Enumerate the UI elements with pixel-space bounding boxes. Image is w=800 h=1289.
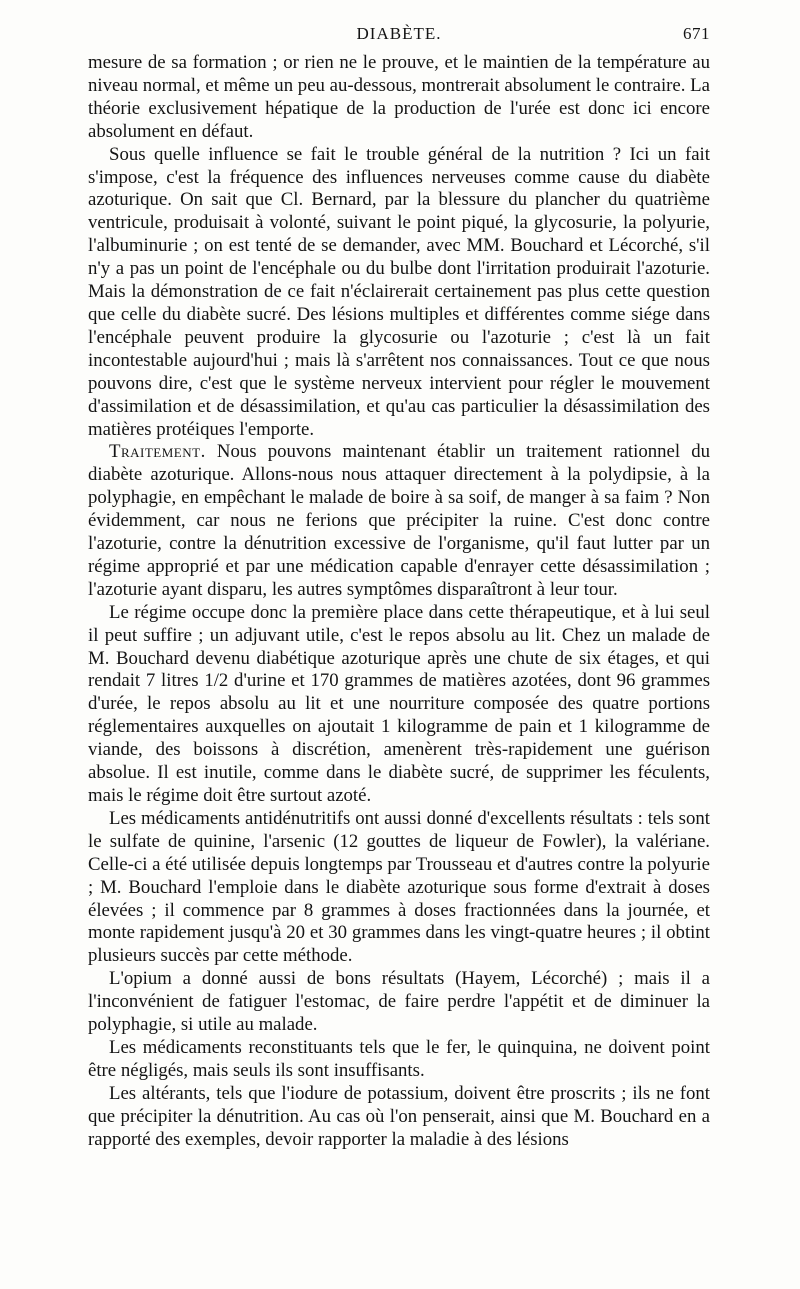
paragraph-regime [88, 602, 710, 808]
paragraph-reconstituents [88, 1037, 710, 1083]
paragraph-opium [88, 968, 710, 1037]
paragraph-text: Les altérants, tels que l'iodure de potassium, doivent être proscrits ; ils ne font que précipiter la dénutrition. Au cas où l'on penserait, ainsi que M. Bouchard en a rapporté des exemples, devoir rapporter la maladie à des lésions [88, 1082, 710, 1150]
paragraph-text: Le régime occupe donc la première place dans cette thérapeutique, et à lui seul il peut suffire ; un adjuvant utile, c'est le repos absolu au lit. Chez un malade de M. Bouchard devenu diabétique azoturique après une chute de six étages, et qui rendait 7 litres 1/2 d'urine et 170 grammes de matières azotées, dont 96 grammes d'urée, le repos absolu au lit et une nourriture composée des quatre portions réglementaires auxquelles on ajoutait 1 kilogramme de pain et 1 kilogramme de viande, des boissons à discrétion, amenèrent très-rapidement une guérison absolue. Il est inutile, comme dans le diabète sucré, de supprimer les féculents, mais le régime doit être surtout azoté. [88, 601, 710, 806]
paragraph-alterants [88, 1083, 710, 1152]
paragraph-text: Sous quelle influence se fait le trouble général de la nutrition ? Ici un fait s'impose, c'est la fréquence des influences nerveuses comme cause du diabète azoturique. On sait que Cl. Bernard, par la blessure du plancher du quatrième ventricule, produisait à volonté, suivant le point piqué, la glycosurie, la polyurie, l'albuminurie ; on est tenté de se demander, avec MM. Bouchard et Lécorché, s'il n'y a pas un point de l'encéphale ou du bulbe dont l'irritation produirait l'azoturie. Mais la démonstration de ce fait n'éclairerait certainement pas plus cette question que celle du diabète sucré. Des lésions multiples et différentes comme siége dans l'encéphale peuvent produire la glycosurie ou l'azoturie ; c'est là un fait incontestable aujourd'hui ; mais là s'arrêtent nos connaissances. Tout ce que nous pouvons dire, c'est que le système nerveux intervient pour régler le mouvement d'assimilation et de désassimilation, et qu'au cas particulier la désassimilation des matières protéiques l'emporte. [88, 143, 710, 440]
running-title: DIABÈTE. [356, 24, 442, 43]
paragraph-text: Les médicaments reconstituants tels que le fer, le quinquina, ne doivent point être négligés, mais seuls ils sont insuffisants. [88, 1036, 710, 1081]
paragraph-treatment [88, 441, 710, 601]
paragraph-text: L'opium a donné aussi de bons résultats (Hayem, Lécorché) ; mais il a l'inconvénient de fatiguer l'estomac, de faire perdre l'appétit et de diminuer la polyphagie, si utile au malade. [88, 968, 710, 1036]
body-text [88, 52, 710, 1152]
page-number: 671 [683, 24, 710, 43]
paragraph-antidenutritive-drugs [88, 808, 710, 968]
section-heading: Traitement. [109, 441, 206, 463]
paragraph-text: Les médicaments antidénutritifs ont aussi donné d'excellents résultats : tels sont le sulfate de quinine, l'arsenic (12 gouttes de liqueur de Fowler), la valériane. Celle-ci a été utilisée depuis longtemps par Trousseau et d'autres contre la polyurie ; M. Bouchard l'emploie dans le diabète azoturique sous forme d'extrait à doses élevées ; il commence par 8 grammes à doses fractionnées dans la journée, et monte rapidement jusqu'à 20 et 30 grammes dans les vingt-quatre heures ; il obtint plusieurs succès par cette méthode. [88, 807, 710, 967]
paragraph-text: mesure de sa formation ; or rien ne le prouve, et le maintien de la température au niveau normal, et même un peu au-dessous, montrerait absolument le contraire. La théorie exclusivement hépatique de la production de l'urée est donc ici encore absolument en défaut. [88, 52, 710, 142]
paragraph-nervous-influence [88, 144, 710, 442]
running-header [88, 24, 710, 52]
paragraph-continuation [88, 52, 710, 144]
paragraph-text: Nous pouvons maintenant établir un traitement rationnel du diabète azoturique. Allons-nous nous attaquer directement à la polydipsie, à la polyphagie, en empêchant le malade de boire à sa soif, de manger à sa faim ? Non évidemment, car nous ne ferions que précipiter la ruine. C'est donc contre l'azoturie, contre la dénutrition excessive de l'organisme, qu'il faut lutter par un régime approprié et par une médication capable d'enrayer cette désassimilation ; l'azoturie ayant disparu, les autres symptômes disparaîtront à leur tour. [88, 441, 710, 600]
